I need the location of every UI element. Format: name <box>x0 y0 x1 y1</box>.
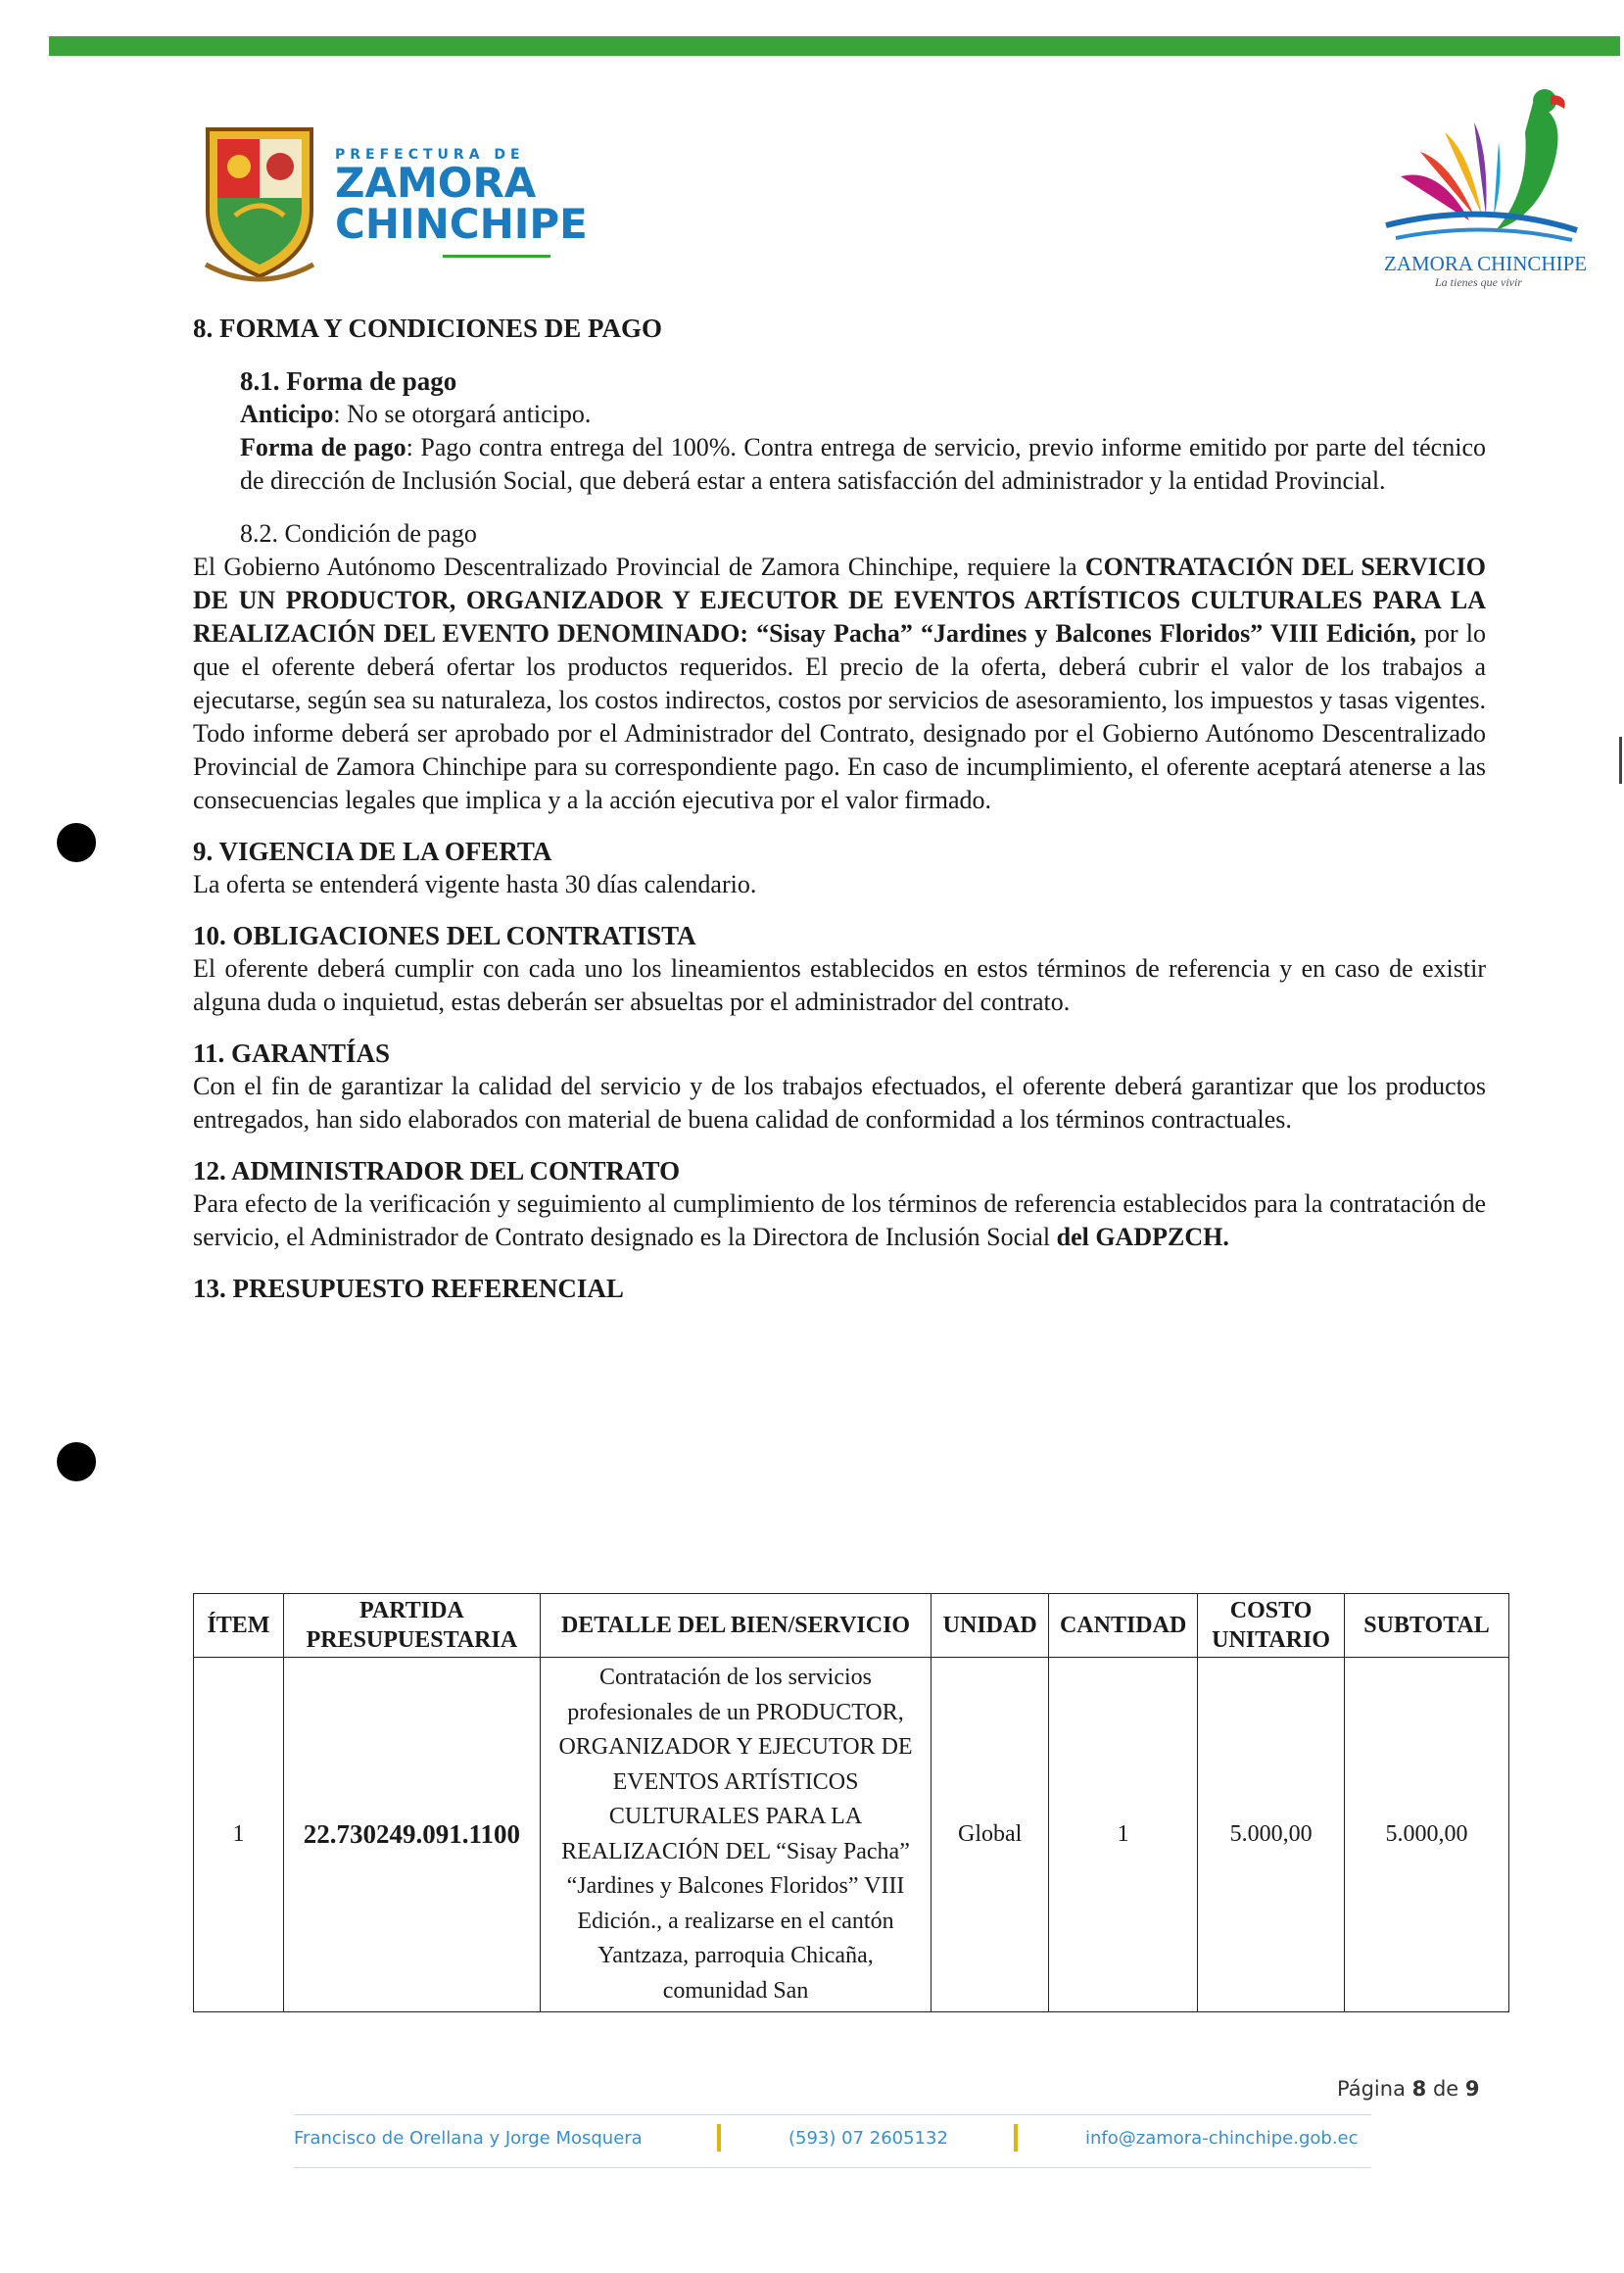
cell-item: 1 <box>194 1658 284 2012</box>
anticipo-paragraph <box>240 398 1486 431</box>
prefectura-line2: CHINCHIPE <box>335 200 588 248</box>
cell-subtotal: 5.000,00 <box>1345 1658 1509 2012</box>
parrot-flower-icon <box>1376 83 1582 250</box>
header-costo: COSTO UNITARIO <box>1198 1594 1345 1658</box>
page-total: 9 <box>1464 2077 1480 2101</box>
forma-pago-label: Forma de pago <box>240 433 406 461</box>
punch-hole-top <box>57 823 96 862</box>
cell-cantidad: 1 <box>1049 1658 1198 2012</box>
punch-hole-bottom <box>57 1442 96 1481</box>
header-partida: PARTIDA PRESUPUESTARIA <box>283 1594 540 1658</box>
header-detalle: DETALLE DEL BIEN/SERVICIO <box>540 1594 931 1658</box>
section-9-text: La oferta se entenderá vigente hasta 30 días calendario. <box>193 870 757 898</box>
section-9-title: 9. VIGENCIA DE LA OFERTA <box>193 837 552 866</box>
forma-pago-paragraph <box>240 431 1486 498</box>
scan-edge-mark <box>1619 737 1622 784</box>
subsection-8-1-title: 8.1. Forma de pago <box>240 366 457 396</box>
cell-detalle: Contratación de los servicios profesionales de un PRODUCTOR, ORGANIZADOR Y EJECUTOR DE EVENTOS ARTÍSTICOS CULTURALES PARA LA REALIZACIÓN DEL “Sisay Pacha” “Jardines y Balcones Floridos” VIII Edición., a realizarse en el cantón Yantzaza, parroquia Chicaña, comunidad San <box>540 1658 931 2012</box>
section-8-title: 8. FORMA Y CONDICIONES DE PAGO <box>193 314 663 343</box>
footer-divider-top <box>294 2114 1371 2115</box>
section-12-text: Para efecto de la verificación y seguimiento al cumplimiento de los términos de referencia establecidos para la contratación de servicio, el Administrador de Contrato designado es la Directora de Inclusión Social <box>193 1189 1486 1251</box>
condicion-bold: CONTRATACIÓN DEL SERVICIO DE UN PRODUCTOR, ORGANIZADOR Y EJECUTOR DE EVENTOS ARTÍSTICOS CULTURALES PARA LA REALIZACIÓN DEL EVENTO DENOMINADO: “Sisay Pacha” “Jardines y Balcones Floridos” VIII Edición, <box>193 553 1486 648</box>
cell-costo: 5.000,00 <box>1198 1658 1345 2012</box>
document-body <box>193 312 1486 1305</box>
top-green-bar <box>49 36 1620 56</box>
section-13-title: 13. PRESUPUESTO REFERENCIAL <box>193 1274 624 1303</box>
condicion-pago-paragraph <box>193 551 1486 817</box>
page-number <box>1337 2077 1480 2101</box>
tourism-name: ZAMORA CHINCHIPE <box>1384 252 1588 275</box>
footer-address: Francisco de Orellana y Jorge Mosquera <box>294 2128 643 2149</box>
brand-underline <box>443 255 550 258</box>
coat-of-arms-icon <box>196 118 323 284</box>
section-12-paragraph <box>193 1187 1486 1254</box>
table-header-row <box>194 1594 1509 1658</box>
table-row <box>194 1658 1509 2012</box>
section-11-title: 11. GARANTÍAS <box>193 1039 391 1068</box>
tourism-logo <box>1376 83 1588 299</box>
subsection-8-2-title: 8.2. Condición de pago <box>240 519 477 548</box>
section-11-text: Con el fin de garantizar la calidad del servicio y de los trabajos efectuados, el oferente deberá garantizar que los productos entregados, han sido elaborados con material de buena calidad de conformidad a los términos contractuales. <box>193 1072 1486 1134</box>
forma-pago-text: : Pago contra entrega del 100%. Contra entrega de servicio, previo informe emitido por parte del técnico de dirección de Inclusión Social, que deberá estar a entera satisfacción del administrador y la entidad Provincial. <box>240 433 1486 495</box>
tourism-tagline: La tienes que vivir <box>1435 275 1522 289</box>
condicion-intro: El Gobierno Autónomo Descentralizado Provincial de Zamora Chinchipe, requiere la <box>193 553 1085 581</box>
footer-separator <box>1014 2124 1018 2152</box>
cell-unidad: Global <box>931 1658 1049 2012</box>
header-unidad: UNIDAD <box>931 1594 1049 1658</box>
prefectura-wordmark <box>335 147 588 258</box>
header-subtotal: SUBTOTAL <box>1345 1594 1509 1658</box>
footer-separator <box>717 2124 721 2152</box>
page-of: de <box>1432 2077 1459 2101</box>
budget-table <box>193 1593 1509 2012</box>
footer-email: info@zamora-chinchipe.gob.ec <box>1085 2128 1359 2149</box>
cell-partida: 22.730249.091.1100 <box>283 1658 540 2012</box>
section-10-title: 10. OBLIGACIONES DEL CONTRATISTA <box>193 921 696 950</box>
subsection-8-1 <box>193 364 1486 498</box>
prefectura-logo <box>196 118 588 284</box>
page-label: Página <box>1337 2077 1406 2101</box>
header-item: ÍTEM <box>194 1594 284 1658</box>
footer-divider-bottom <box>294 2167 1371 2168</box>
condicion-rest: por lo que el oferente deberá ofertar los productos requeridos. El precio de la oferta, deberá cubrir el valor de los trabajos a ejecutarse, según sea su naturaleza, los costos indirectos, costos por servicios de asesoramiento, los impuestos y tasas vigentes. Todo informe deberá ser aprobado por el Administrador del Contrato, designado por el Gobierno Autónomo Descentralizado Provincial de Zamora Chinchipe para su correspondiente pago. En caso de incumplimiento, el oferente aceptará atenerse a las consecuencias legales que implica y a la acción ejecutiva por el valor firmado. <box>193 619 1486 814</box>
section-12-text-bold: del GADPZCH. <box>1056 1223 1229 1251</box>
prefectura-small-text: PREFECTURA DE <box>335 147 525 163</box>
prefectura-line1: ZAMORA <box>335 159 537 207</box>
header-cantidad: CANTIDAD <box>1049 1594 1198 1658</box>
section-10-text: El oferente deberá cumplir con cada uno los lineamientos establecidos en estos términos de referencia y en caso de existir alguna duda o inquietud, estas deberán ser absueltas por el administrador del contrato. <box>193 954 1486 1016</box>
anticipo-label: Anticipo <box>240 400 334 428</box>
page-current: 8 <box>1411 2077 1427 2101</box>
anticipo-text: : No se otorgará anticipo. <box>333 400 592 428</box>
section-12-title: 12. ADMINISTRADOR DEL CONTRATO <box>193 1156 681 1185</box>
footer-phone: (593) 07 2605132 <box>788 2128 948 2149</box>
